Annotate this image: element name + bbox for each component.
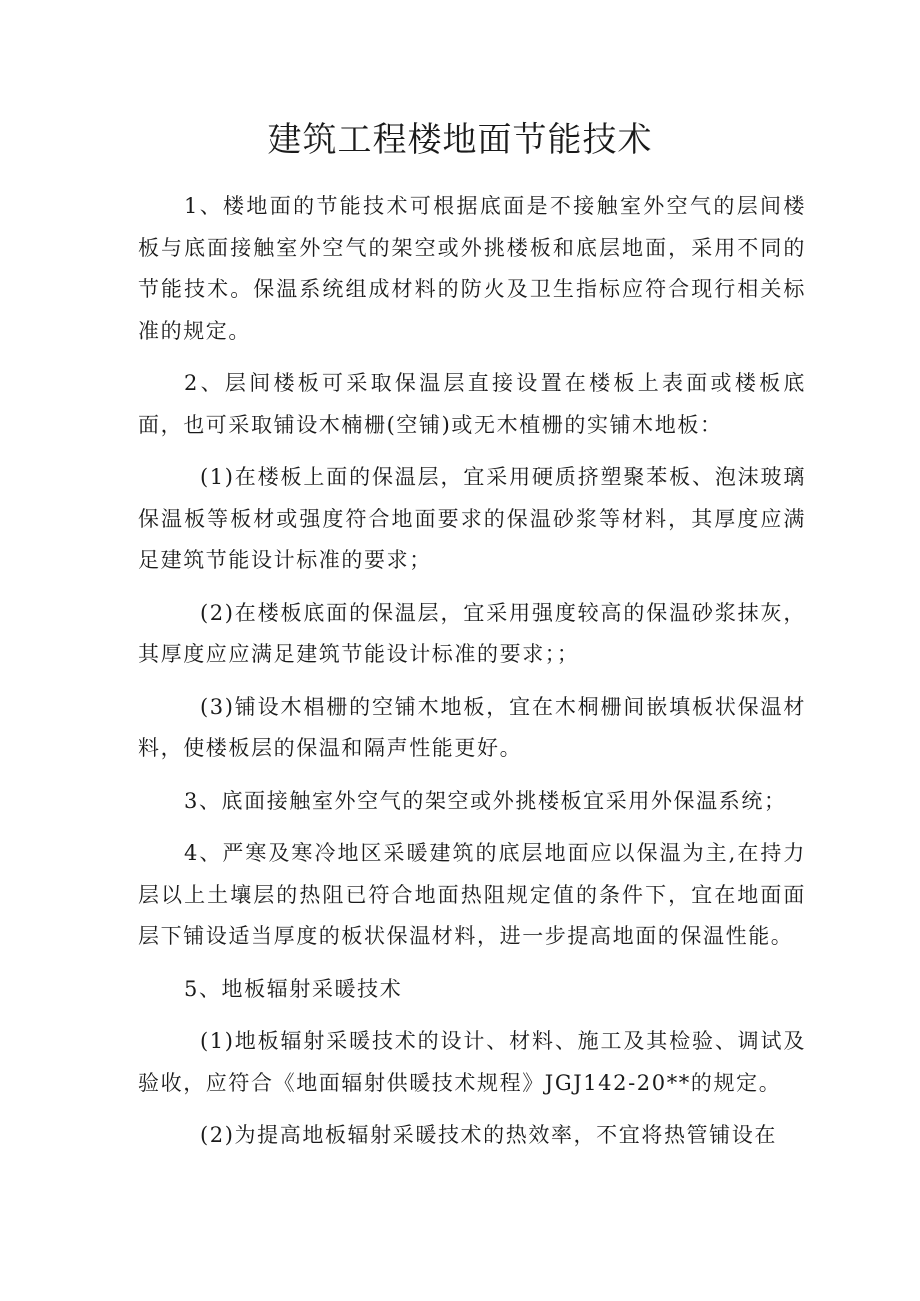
paragraph-2-item-1: (1)在楼板上面的保温层，宜采用硬质挤塑聚苯板、泡沫玻璃保温板等板材或强度符合地面要求的保温砂浆等材料，其厚度应满足建筑节能设计标准的要求；	[138, 465, 806, 572]
paragraph-4: 4、严寒及寒冷地区采暖建筑的底层地面应以保温为主,在持力层以上土壤层的热阻已符合地面热阻规定值的条件下，宜在地面面层下铺设适当厚度的板状保温材料，进一步提高地面的保温性能。	[138, 841, 806, 948]
paragraph-5-item-1: (1)地板辐射采暖技术的设计、材料、施工及其检验、调试及验收，应符合《地面辐射供暖技术规程》JGJ142-20**的规定。	[138, 1029, 806, 1095]
document-title: 建筑工程楼地面节能技术	[267, 120, 653, 160]
paragraph-2-item-3: (3)铺设木椙栅的空铺木地板，宜在木桐栅间嵌填板状保温材料，使楼板层的保温和隔声性能更好。	[138, 694, 806, 760]
paragraph-1: 1、楼地面的节能技术可根据底面是不接触室外空气的层间楼板与底面接触室外空气的架空或外挑楼板和底层地面，采用不同的节能技术。保温系统组成材料的防火及卫生指标应符合现行相关标准的规定。	[138, 194, 806, 343]
paragraph-5: 5、地板辐射采暖技术	[184, 976, 403, 1001]
paragraph-2-item-2: (2)在楼板底面的保温层，宜采用强度较高的保温砂浆抹灰，其厚度应应满足建筑节能设计标准的要求；；	[138, 600, 806, 666]
paragraph-2: 2、层间楼板可采取保温层直接设置在楼板上表面或楼板底面，也可采取铺设木楠栅(空铺)或无木植栅的实铺木地板：	[138, 371, 806, 437]
document-body	[138, 186, 806, 1168]
paragraph-5-item-2: (2)为提高地板辐射采暖技术的热效率，不宜将热管铺设在	[200, 1123, 777, 1147]
paragraph-3: 3、底面接触室外空气的架空或外挑楼板宜采用外保温系统；	[184, 788, 787, 813]
